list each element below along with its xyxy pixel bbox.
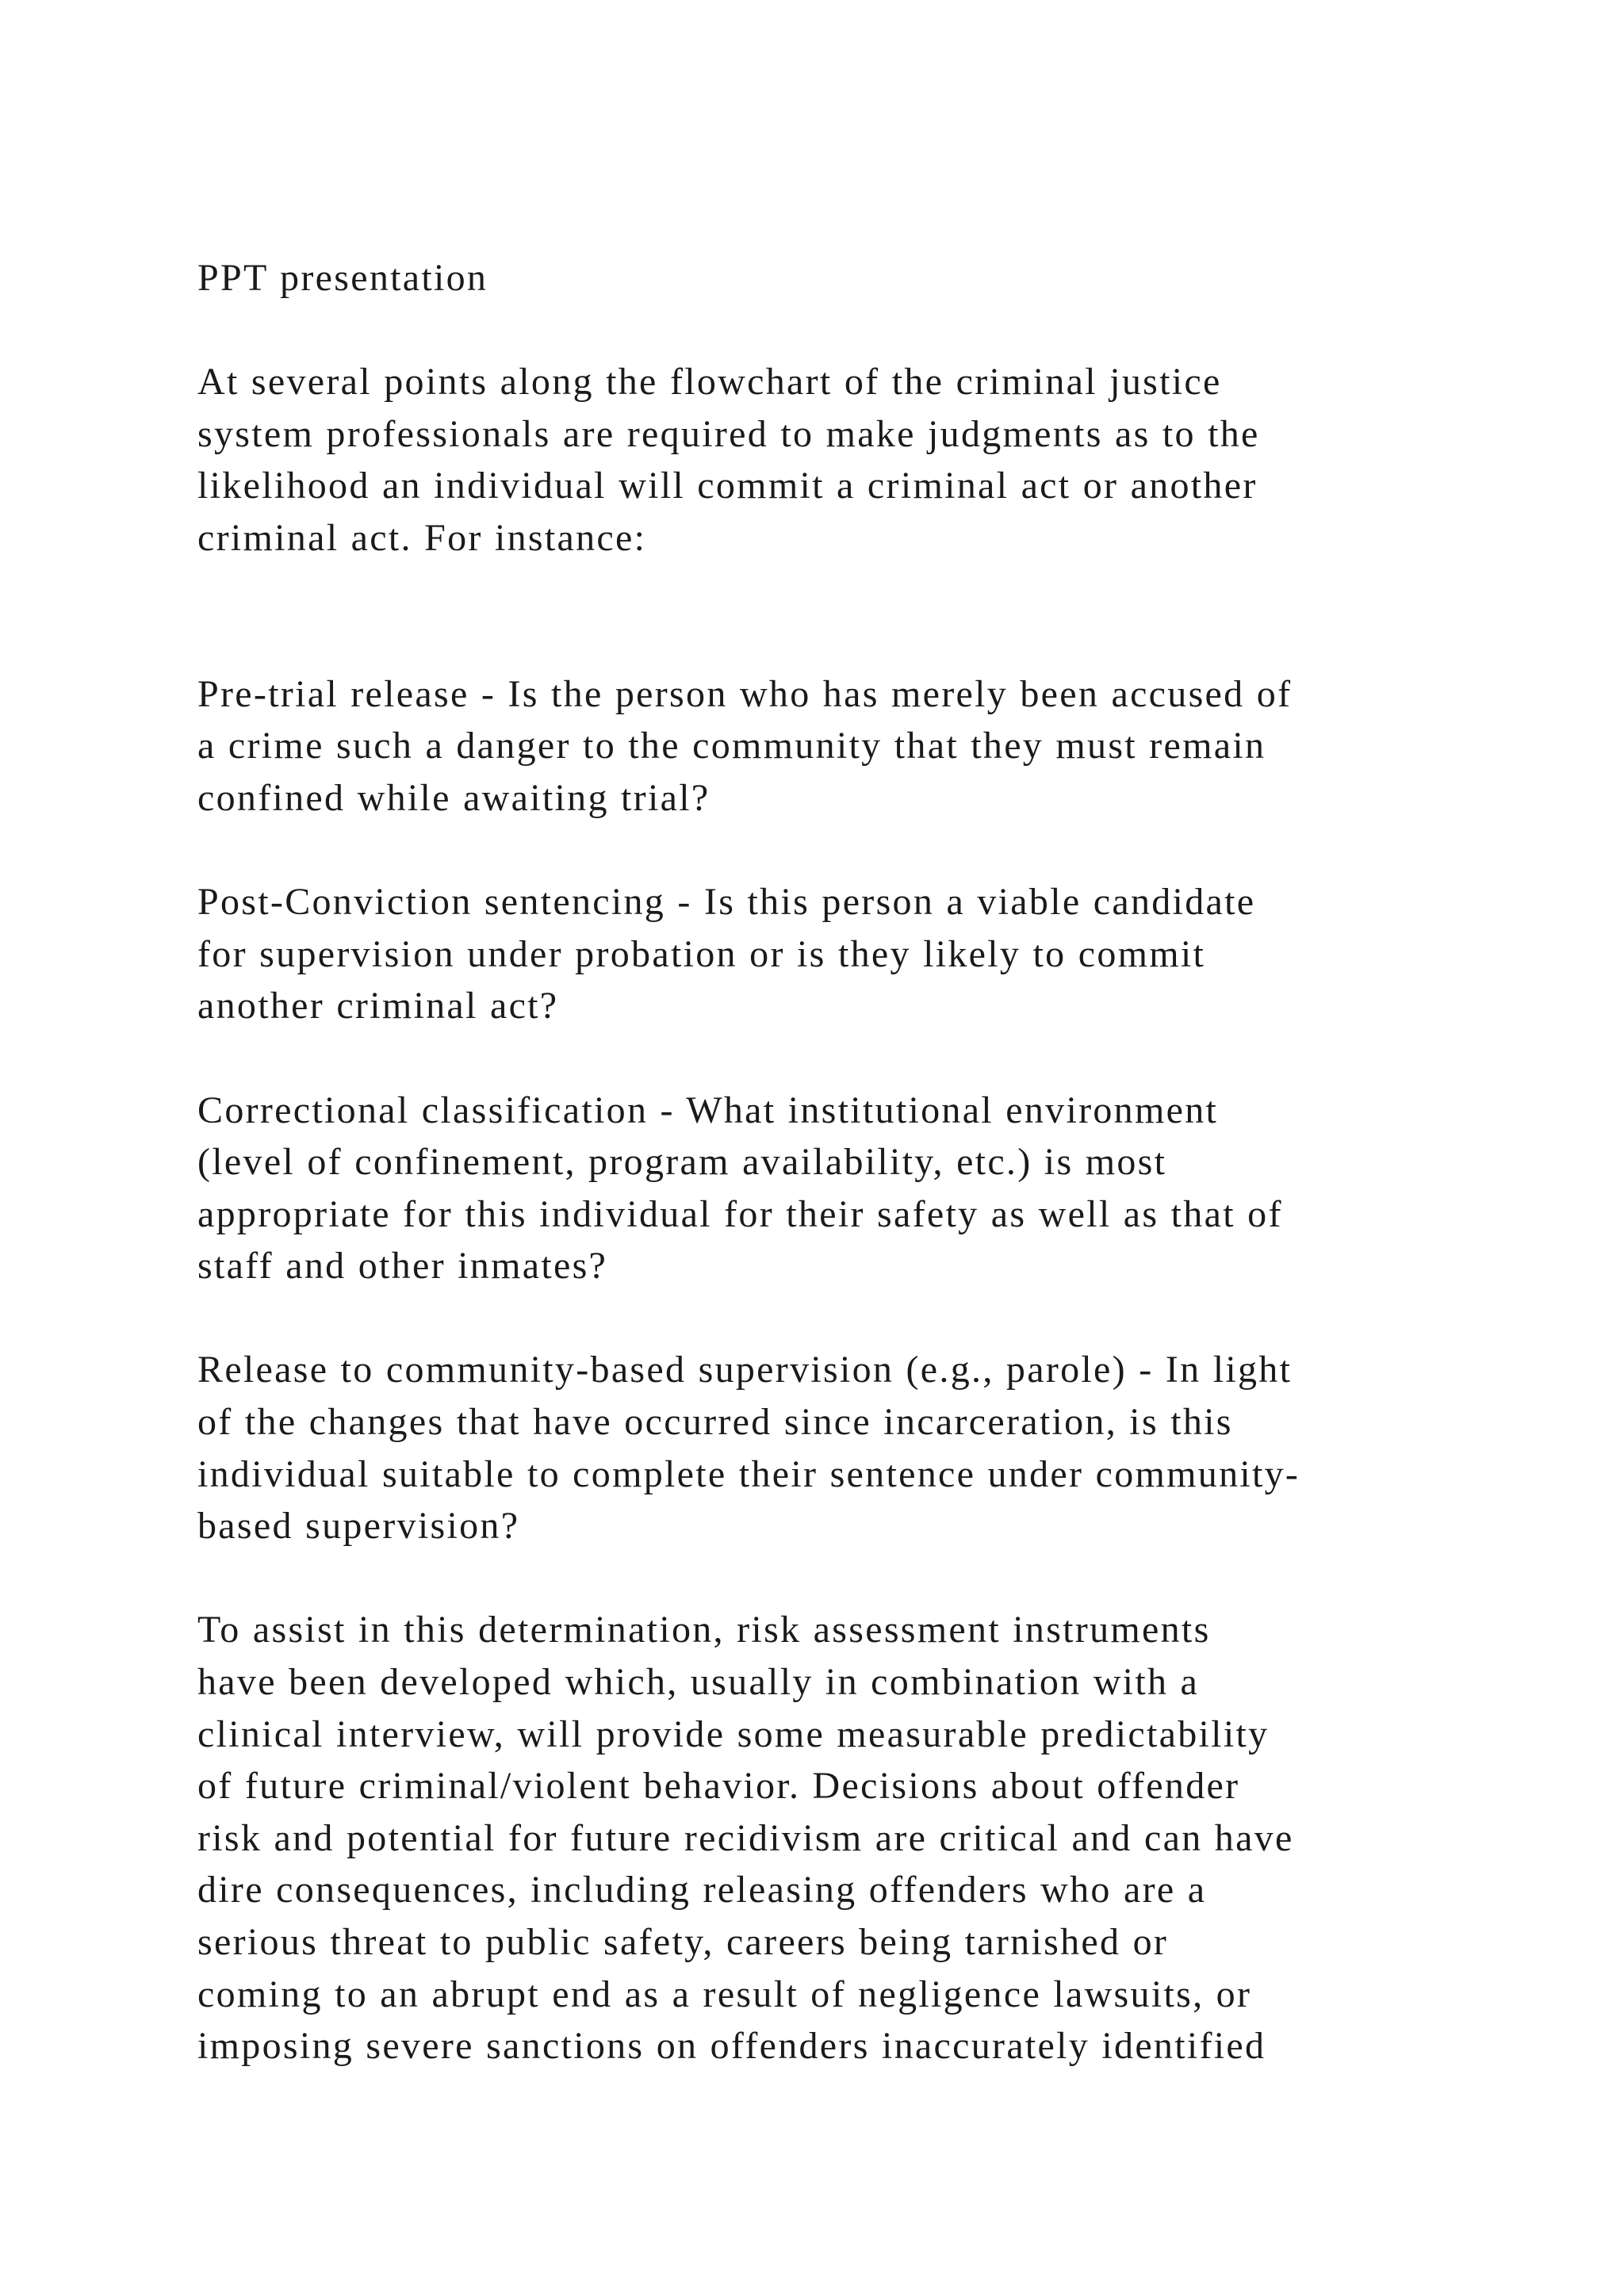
- paragraph-community-release: [197, 1344, 1466, 1552]
- text-line: confined while awaiting trial?: [197, 776, 710, 819]
- paragraph-risk-assessment: [197, 1604, 1466, 2072]
- text-line: clinical interview, will provide some measurable predictability: [197, 1712, 1270, 1755]
- text-line: coming to an abrupt end as a result of negligence lawsuits, or: [197, 1973, 1252, 2015]
- text-line: individual suitable to complete their sentence under community-: [197, 1452, 1300, 1495]
- text-line: of the changes that have occurred since incarceration, is this: [197, 1401, 1233, 1444]
- blank-line: [197, 825, 1466, 877]
- document-title: PPT presentation: [197, 257, 488, 299]
- text-line: Pre-trial release - Is the person who has merely been accused of: [197, 672, 1293, 715]
- paragraph-intro: [197, 356, 1466, 564]
- text-line: Correctional classification - What institutional environment: [197, 1089, 1219, 1131]
- text-line: imposing severe sanctions on offenders inaccurately identified: [197, 2025, 1266, 2068]
- document-body: [197, 252, 1466, 2072]
- paragraph-post-conviction: [197, 876, 1466, 1032]
- text-line: another criminal act?: [197, 985, 559, 1027]
- text-line: To assist in this determination, risk assessment instruments: [197, 1609, 1211, 1651]
- text-line: (level of confinement, program availability, etc.) is most: [197, 1141, 1167, 1184]
- blank-line: [197, 1552, 1466, 1605]
- blank-line: [197, 304, 1466, 357]
- text-line: staff and other inmates?: [197, 1245, 608, 1288]
- text-line: dire consequences, including releasing offenders who are a: [197, 1869, 1207, 1911]
- text-line: a crime such a danger to the community that they must remain: [197, 725, 1266, 767]
- text-line: risk and potential for future recidivism are critical and can have: [197, 1816, 1294, 1859]
- text-line: serious threat to public safety, careers being tarnished or: [197, 1921, 1169, 1963]
- blank-line: [197, 1032, 1466, 1085]
- text-line: likelihood an individual will commit a criminal act or another: [197, 465, 1258, 507]
- blank-line: [197, 1292, 1466, 1345]
- text-line: Post-Conviction sentencing - Is this person a viable candidate: [197, 881, 1256, 924]
- text-line: appropriate for this individual for their safety as well as that of: [197, 1192, 1283, 1235]
- text-line: system professionals are required to make judgments as to the: [197, 412, 1260, 455]
- text-line: based supervision?: [197, 1505, 520, 1548]
- text-line: for supervision under probation or is they likely to commit: [197, 932, 1206, 975]
- paragraph-pretrial-release: [197, 668, 1466, 825]
- blank-line: [197, 564, 1466, 668]
- text-line: have been developed which, usually in combination with a: [197, 1661, 1200, 1704]
- text-line: At several points along the flowchart of the criminal justice: [197, 361, 1222, 404]
- text-line: of future criminal/violent behavior. Decisions about offender: [197, 1765, 1240, 1808]
- text-line: criminal act. For instance:: [197, 516, 647, 559]
- paragraph-correctional-classification: [197, 1085, 1466, 1292]
- text-line: Release to community-based supervision (e.g., parole) - In light: [197, 1349, 1293, 1391]
